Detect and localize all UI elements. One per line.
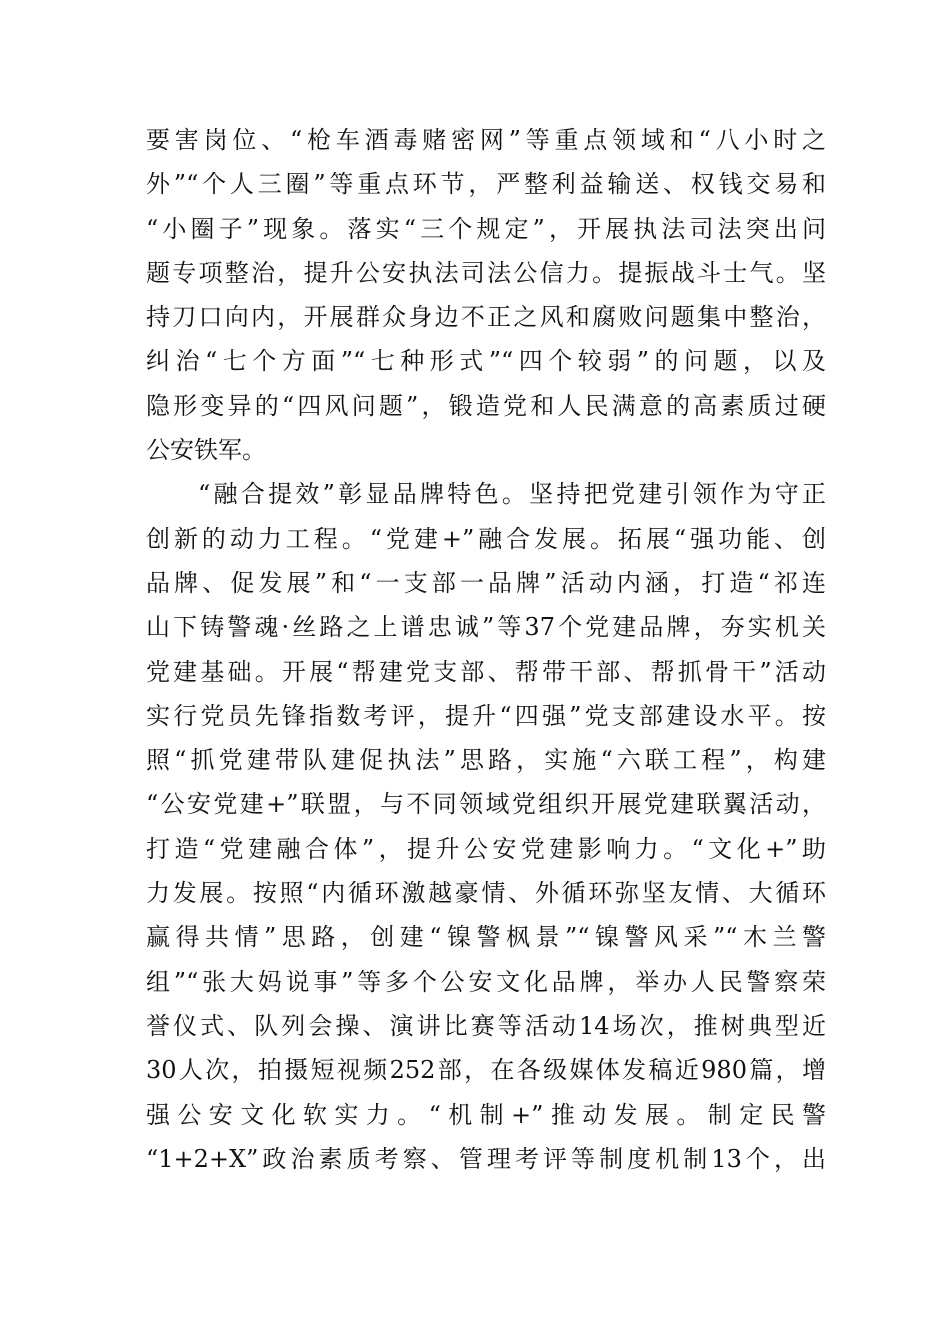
text-line: 赢得共情”思路，创建“镍警枫景”“镍警风采”“木兰警	[146, 923, 826, 952]
text-line: 山下铸警魂·丝路之上谱忠诚”等37个党建品牌，夯实机关	[146, 613, 826, 642]
text-line: “1+2+X”政治素质考察、管理考评等制度机制13个，出	[146, 1144, 826, 1173]
text-line: 党建基础。开展“帮建党支部、帮带干部、帮抓骨干”活动	[146, 657, 826, 686]
text-line: 公安铁军。	[146, 436, 266, 465]
body-text	[146, 118, 826, 1181]
text-line: “小圈子”现象。落实“三个规定”，开展执法司法突出问	[146, 214, 826, 243]
text-line: 创新的动力工程。“党建+”融合发展。拓展“强功能、创	[146, 524, 826, 553]
text-line: 外”“个人三圈”等重点环节，严整利益输送、权钱交易和	[146, 170, 826, 199]
text-line: “融合提效”彰显品牌特色。坚持把党建引领作为守正	[198, 480, 826, 509]
text-line: 纠治“七个方面”“七种形式”“四个较弱”的问题，以及	[146, 347, 826, 376]
text-line: 30人次，拍摄短视频252部，在各级媒体发稿近980篇，增	[146, 1056, 826, 1085]
text-line: “公安党建+”联盟，与不同领域党组织开展党建联翼活动，	[146, 790, 826, 819]
text-line: 要害岗位、“枪车酒毒赌密网”等重点领域和“八小时之	[146, 126, 826, 154]
text-line: 隐形变异的“四风问题”，锻造党和人民满意的高素质过硬	[146, 391, 826, 420]
text-line: 照“抓党建带队建促执法”思路，实施“六联工程”，构建	[146, 746, 826, 775]
text-line: 打造“党建融合体”，提升公安党建影响力。“文化+”助	[146, 834, 826, 863]
text-line: 持刀口向内，开展群众身边不正之风和腐败问题集中整治，	[146, 303, 826, 332]
text-line: 品牌、促发展”和“一支部一品牌”活动内涵，打造“祁连	[146, 568, 826, 597]
text-line: 强公安文化软实力。“机制+”推动发展。制定民警	[146, 1100, 826, 1129]
text-line: 实行党员先锋指数考评，提升“四强”党支部建设水平。按	[146, 701, 826, 730]
text-line: 誉仪式、队列会操、演讲比赛等活动14场次，推树典型近	[146, 1011, 826, 1040]
text-line: 题专项整治，提升公安执法司法公信力。提振战斗士气。坚	[146, 258, 826, 287]
text-line: 力发展。按照“内循环激越豪情、外循环弥坚友情、大循环	[146, 879, 826, 908]
text-line: 组”“张大妈说事”等多个公安文化品牌，举办人民警察荣	[146, 967, 826, 996]
